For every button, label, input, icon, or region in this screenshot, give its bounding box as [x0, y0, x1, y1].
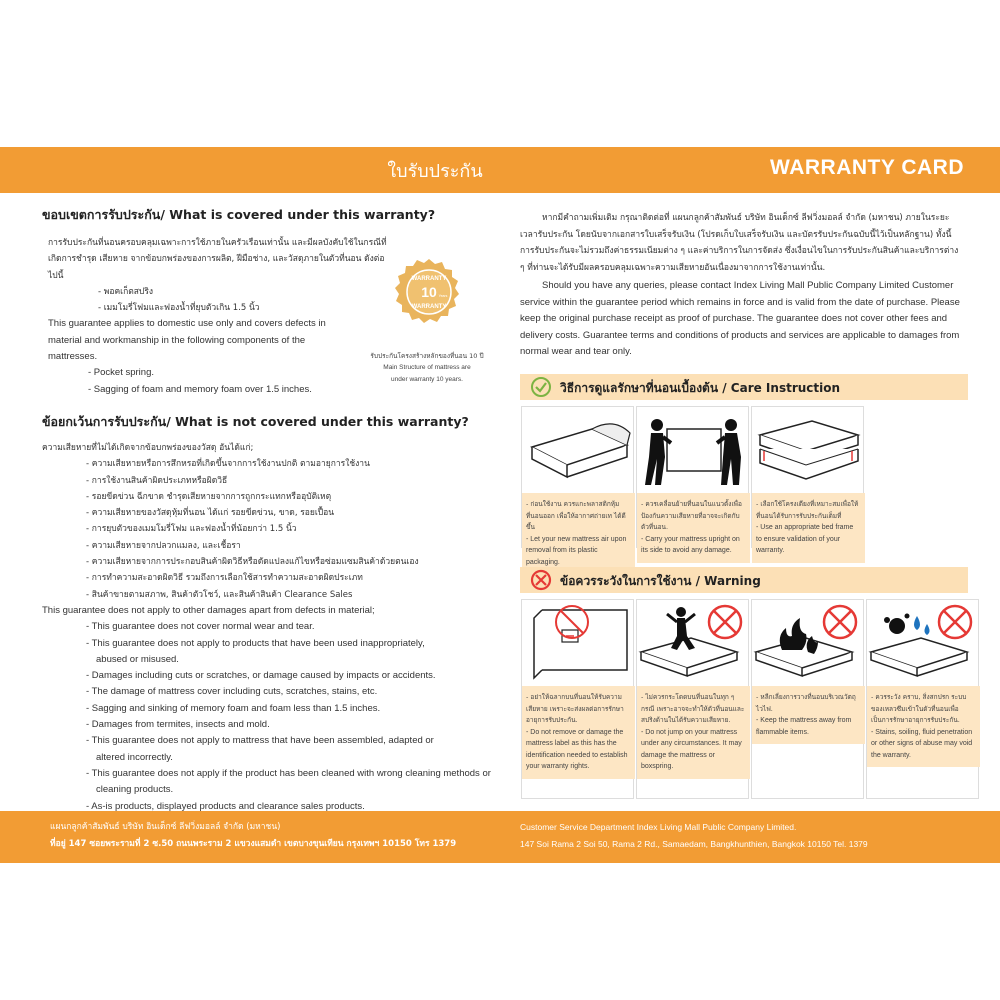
care-card-en: - Let your new mattress air upon removal from its plastic packaging.	[526, 535, 627, 566]
not-covered-item-en: - Damages from termites, insects and mold.	[86, 719, 270, 731]
warning-card-en: - Do not jump on your mattress under any circumstances. It may damage the mattress or boxspring.	[641, 728, 742, 770]
warning-card-no-jump	[636, 599, 749, 799]
mattress-label-icon	[522, 600, 635, 684]
footer-dept-en: Customer Service Department Index Living Mall Public Company Limited.	[520, 822, 797, 832]
badge-unit: Years	[438, 294, 448, 298]
care-card-carry	[636, 406, 749, 554]
warning-title: ข้อควรระวังในการใช้งาน / Warning	[560, 574, 761, 588]
footer-addr-en: 147 Soi Rama 2 Soi 50, Rama 2 Rd., Samaedam, Bangkhunthien, Bangkok 10150 Tel. 1379	[520, 839, 868, 849]
fire-hazard-icon	[752, 600, 865, 684]
not-covered-item-th: - การใช้งานสินค้าผิดประเภทหรือผิดวิธี	[86, 475, 228, 486]
warning-card-en: - Do not remove or damage the mattress label as this has the identification needed to establish your warranty rights.	[526, 728, 628, 770]
header-bar	[0, 147, 1000, 193]
not-covered-item-th: - ความเสียหายจากการประกอบสินค้าผิดวิธีหรือดัดแปลงแก้ไขหรือซ่อมแซมสินค้าด้วยตนเอง	[86, 557, 419, 568]
check-icon	[530, 376, 552, 398]
not-covered-item-en: abused or misused.	[96, 653, 179, 665]
warning-card-en: - Keep the mattress away from flammable items.	[756, 717, 852, 736]
not-covered-item-th: - ความเสียหายจากปลวกแมลง, และเชื้อรา	[86, 540, 241, 551]
covered-item-th: - พอคเก็ตสปริง	[98, 286, 154, 297]
badge-caption-th: รับประกันโครงสร้างหลักของที่นอน 10 ปี	[370, 352, 484, 360]
care-title: วิธีการดูแลรักษาที่นอนเบื้องต้น / Care Instruction	[560, 381, 841, 395]
care-card-en: - Use an appropriate bed frame to ensure validation of your warranty.	[756, 524, 854, 554]
not-covered-list-th	[42, 456, 512, 603]
warning-card-label	[521, 599, 634, 799]
stain-hazard-icon	[867, 600, 980, 684]
footer-address-th	[50, 819, 500, 853]
not-covered-item-en: - This guarantee does not cover normal wear and tear.	[86, 621, 315, 633]
badge-number: 10	[421, 284, 437, 300]
warning-card-fire	[751, 599, 864, 799]
people-carry-mattress-icon	[637, 407, 750, 491]
care-card-th: - เลือกใช้โครงเตียงที่เหมาะสมเพื่อให้ที่นอนได้รับการรับประกันเต็มที่	[756, 500, 859, 520]
footer-addr-th: ที่อยู่ 147 ซอยพระรามที่ 2 ซ.50 ถนนพระราม 2 แขวงแสมดำ เขตบางขุนเทียน กรุงเทพฯ 10150 โทร 1379	[50, 839, 457, 849]
prohibited-icon	[530, 569, 552, 591]
warning-card-text	[637, 686, 750, 779]
care-card-bed-frame	[751, 406, 864, 554]
not-covered-item-th: - ความเสียหายหรือการสึกหรอที่เกิดขึ้นจากการใช้งานปกติ ตามอายุการใช้งาน	[86, 459, 370, 470]
not-covered-list-en	[42, 619, 512, 815]
covered-heading: ขอบเขตการรับประกัน/ What is covered under this warranty?	[42, 207, 436, 222]
warning-card-text	[752, 686, 865, 744]
footer-bar	[0, 811, 1000, 863]
warning-card-th: - อย่าให้ฉลากบนที่นอนให้รับความเสียหาย เพราะจะส่งผลต่อการรักษาอายุการรับประกัน.	[526, 693, 624, 724]
title-english: WARRANTY CARD	[770, 156, 964, 179]
not-covered-heading: ข้อยกเว้นการรับประกัน/ What is not covered under this warranty?	[42, 413, 469, 429]
bed-frame-icon	[752, 407, 865, 491]
badge-caption-en: Main Structure of mattress are	[383, 364, 471, 371]
warning-card-text	[867, 686, 980, 767]
care-card-text	[522, 493, 635, 574]
not-covered-item-en: - As-is products, displayed products and clearance sales products.	[86, 800, 365, 812]
badge-text-top: WARRANTY	[411, 276, 447, 282]
badge-text-bottom: WARRANTY	[411, 304, 447, 310]
warning-card-th: - ไม่ควรกระโดดบนที่นอนในทุก ๆ กรณี เพราะอาจจะทำให้ตัวที่นอนและสปริงด้านในได้รับความเสียหาย.	[641, 693, 745, 724]
not-covered-item-th: - การทำความสะอาดผิดวิธี รวมถึงการเลือกใช้สารทำความสะอาดผิดประเภท	[86, 573, 363, 584]
care-card-text	[752, 493, 865, 563]
not-covered-item-en: - This guarantee does not apply if the product has been cleaned with wrong cleaning methods or	[86, 767, 491, 779]
footer-address-en	[520, 819, 980, 853]
care-section-bar	[520, 374, 968, 400]
no-jumping-icon	[637, 600, 750, 684]
footer-dept-th: แผนกลูกค้าสัมพันธ์ บริษัท อินเด็กซ์ ลีฟวิ่งมอลล์ จำกัด (มหาชน)	[50, 822, 281, 832]
covered-intro-th: การรับประกันที่นอนครอบคลุมเฉพาะการใช้ภายในครัวเรือนเท่านั้น และมีผลบังคับใช้ในกรณีที่เกิดการชำรุด เสียหาย จากข้อบกพร่องของการผลิต, ฝีมือช่าง, และวัสดุภายในตัวที่นอน ดังต่อไปนี้	[48, 238, 387, 281]
care-card-th: - ก่อนใช้งาน ควรแกะพลาสติกหุ้มที่นอนออก เพื่อให้อากาศถ่ายเท ได้ดีขึ้น	[526, 500, 626, 531]
mattress-unwrap-icon	[522, 407, 635, 491]
not-covered-item-en: - Sagging and sinking of memory foam and foam less than 1.5 inches.	[86, 702, 381, 714]
care-card-en: - Carry your mattress upright on its side to avoid any damage.	[641, 535, 740, 554]
not-covered-item-en: cleaning products.	[96, 784, 174, 796]
covered-intro-en: This guarantee applies to domestic use only and covers defects in material and workmanship in the following components of the mattresses.	[48, 318, 326, 363]
title-thai: ใบรับประกัน	[387, 161, 483, 182]
warning-card-stains	[866, 599, 979, 799]
covered-item-th: - เมมโมรี่โฟมและฟองน้ำที่ยุบตัวเกิน 1.5 นิ้ว	[98, 303, 260, 314]
warning-section-bar	[520, 567, 968, 593]
not-covered-item-en: altered incorrectly.	[96, 751, 173, 763]
not-covered-item-th: - การยุบตัวของเมมโมรี่โฟม และฟองน้ำที่น้อยกว่า 1.5 นิ้ว	[86, 524, 297, 535]
contact-text-th: หากมีคำถามเพิ่มเติม กรุณาติดต่อที่ แผนกลูกค้าสัมพันธ์ บริษัท อินเด็กซ์ ลีฟวิ่งมอลล์ จำกัด (มหาชน) ภายในระยะเวลารับประกัน โดยนับจากเอกสารใบเสร็จรับเงิน (โปรดเก็บใบเสร็จรับเงิน และบัตรรับประกันฉบับนี้ไว้เป็นหลักฐาน) ทั้งนี้การรับประกันจะไม่รวมถึงค่าธรรมเนียมต่าง ๆ และค่าบริการในการจัดส่ง ซึ่งเงื่อนไขในการรับประกันสินค้าและบริการต่าง ๆ ที่ท่านจะได้รับมีผลครอบคลุมเฉพาะความเสียหายอันเนื่องมาจากการใช้งานเท่านั้น.	[520, 213, 959, 273]
covered-item-en: - Pocket spring.	[88, 367, 154, 379]
warning-card-text	[522, 686, 635, 779]
not-covered-intro-th: ความเสียหายที่ไม่ได้เกิดจากข้อบกพร่องของวัสดุ อันได้แก่;	[42, 442, 254, 453]
not-covered-item-en: - The damage of mattress cover including cuts, scratches, stains, etc.	[86, 686, 378, 698]
not-covered-item-th: - สินค้าขายตามสภาพ, สินค้าตัวโชว์, และสินค้าสินค้า Clearance Sales	[86, 589, 353, 600]
contact-block	[520, 210, 960, 361]
not-covered-item-th: - รอยขีดข่วน ฉีกขาด ชำรุดเสียหายจากการถูกกระแทกหรืออุบัติเหตุ	[86, 491, 332, 502]
care-card-air-out	[521, 406, 634, 566]
not-covered-item-en: - This guarantee does not apply to products that have been used inappropriately,	[86, 637, 425, 649]
not-covered-item-th: - ความเสียหายของวัสดุหุ้มที่นอน ได้แก่ รอยขีดข่วน, ขาด, รอยเปื้อน	[86, 508, 335, 519]
warning-card-en: - Stains, soiling, fluid penetration or other signs of abuse may void the warranty.	[871, 728, 973, 759]
warning-card-th: - หลีกเลี่ยงการวางที่นอนบริเวณวัตถุไวไฟ.	[756, 693, 856, 713]
badge-caption	[362, 350, 492, 386]
warranty-badge-icon	[394, 258, 464, 328]
not-covered-item-en: - This guarantee does not apply to mattress that have been assembled, adapted or	[86, 735, 434, 747]
not-covered-item-en: - Damages including cuts or scratches, or damage caused by impacts or accidents.	[86, 670, 436, 682]
not-covered-intro-en: This guarantee does not apply to other damages apart from defects in material;	[42, 604, 375, 616]
contact-text-en: Should you have any queries, please contact Index Living Mall Public Company Limited Customer service within the guarantee period which remains in force and is valid from the date of purchase. Please keep the original purchase receipt as proof of purchase. The guarantee does not cover other fees and delivery costs. Guarantee terms and conditions of products and services are applicable to damages from normal wear and tear only.	[520, 280, 960, 358]
care-card-th: - ควรเคลื่อนย้ายที่นอนในแนวตั้งเพื่อป้องกันความเสียหายที่อาจจะเกิดกับตัวที่นอน.	[641, 500, 742, 531]
care-card-text	[637, 493, 750, 563]
covered-item-en: - Sagging of foam and memory foam over 1.5 inches.	[88, 383, 312, 395]
warning-card-th: - ควรระวัง คราบ, สิ่งสกปรก ระบบของเหลวซึมเข้าในตัวที่นอนเพื่อเป็นการรักษาอายุการรับประกัน.	[871, 693, 967, 724]
badge-caption-en: under warranty 10 years.	[391, 376, 463, 383]
